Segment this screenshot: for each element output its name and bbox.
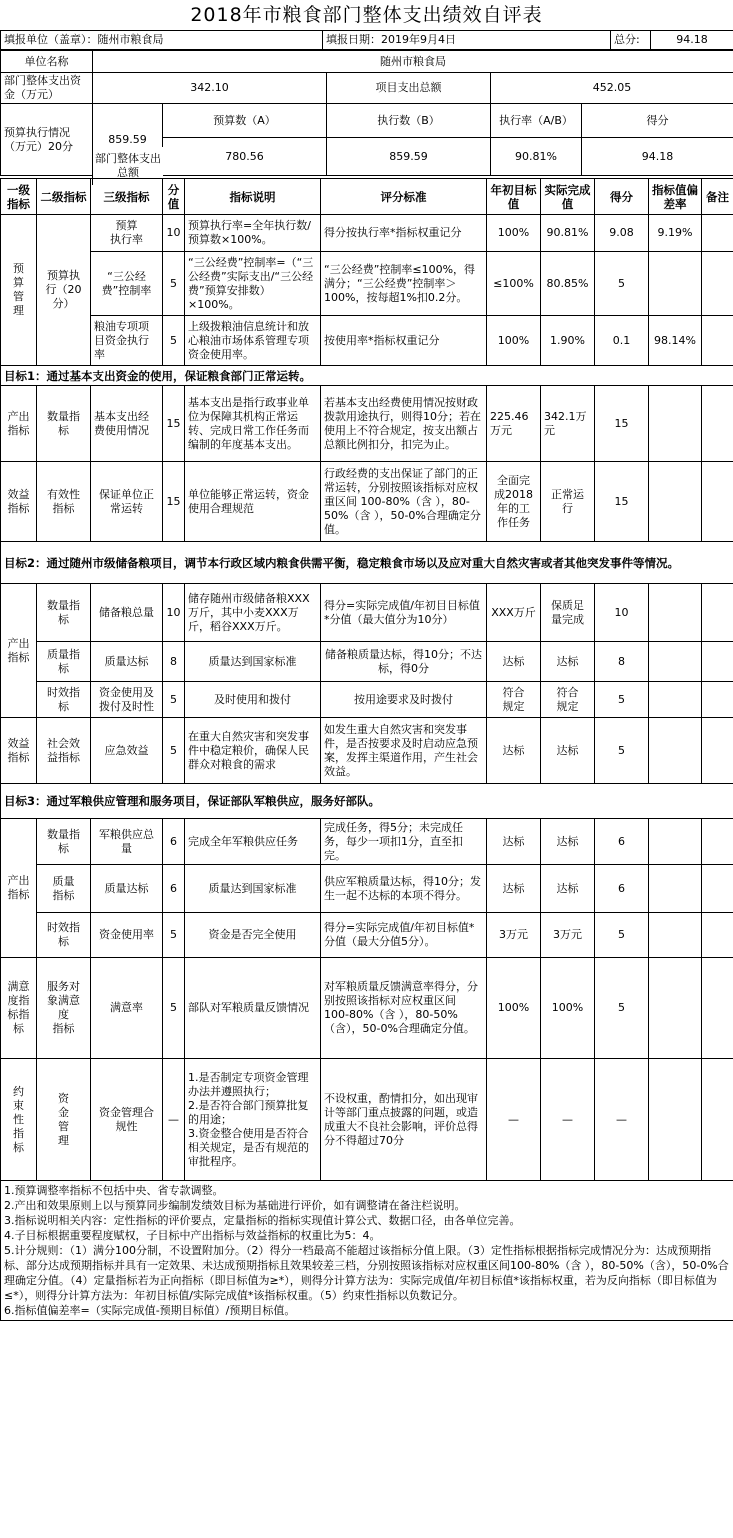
deviation-cell (649, 865, 702, 913)
standard-cell: 供应军粮质量达标，得10分；发生一起不达标的本项不得分。 (321, 865, 487, 913)
target-cell: — (487, 1059, 541, 1181)
actual-cell: 80.85% (541, 252, 595, 316)
score-cell: 15 (595, 386, 649, 462)
points-cell: 10 (163, 584, 185, 642)
lvl2-cell: 质量 指标 (37, 865, 91, 913)
exec-rate: 90.81% (491, 138, 582, 176)
lvl1-output-3: 产出 指标 (1, 819, 37, 958)
lvl1-cell: 产出 指标 (1, 386, 37, 462)
lvl3-cell: 预算 执行率 (91, 215, 163, 252)
goal1-title: 目标1：通过基本支出资金的使用，保证粮食部门正常运转。 (1, 366, 733, 386)
header-remark: 备注 (702, 179, 733, 215)
score-label: 得分 (582, 104, 733, 138)
actual-cell: 保质足 量完成 (541, 584, 595, 642)
standard-cell: 储备粮质量达标，得10分；不达标，得0分 (321, 642, 487, 682)
note-3: 3.指标说明相关内容：定性指标的评价要点，定量指标的指标实现值计算公式、数据口径，由各单位完善。 (4, 1214, 521, 1227)
deviation-cell (649, 386, 702, 462)
remark-cell (702, 819, 733, 865)
score-cell: 8 (595, 642, 649, 682)
lvl1-output: 产出 指标 (1, 584, 37, 718)
project-total-label: 项目支出总额 (327, 73, 491, 104)
lvl3-cell: 基本支出经费使用情况 (91, 386, 163, 462)
target-cell: 3万元 (487, 913, 541, 958)
remark-cell (702, 386, 733, 462)
actual-cell: 达标 (541, 819, 595, 865)
total-score-value: 94.18 (651, 31, 733, 50)
goal-row (1, 784, 733, 819)
deviation-cell (649, 913, 702, 958)
target-cell: 达标 (487, 865, 541, 913)
desc-cell: 单位能够正常运转，资金使用合理规范 (185, 462, 321, 542)
desc-cell: 预算执行率=全年执行数/预算数×100%。 (185, 215, 321, 252)
remark-cell (702, 682, 733, 718)
table-row (1, 958, 733, 1059)
score-cell: 5 (595, 682, 649, 718)
header-score: 得分 (595, 179, 649, 215)
actual-cell: 达标 (541, 718, 595, 784)
lvl2-cell: 数量指 标 (37, 819, 91, 865)
table-row (1, 215, 733, 252)
note-1: 1.预算调整率指标不包括中央、省专款调整。 (4, 1184, 224, 1197)
summary-score: 94.18 (582, 138, 733, 176)
standard-cell: 得分按执行率*指标权重记分 (321, 215, 487, 252)
points-cell: 15 (163, 462, 185, 542)
lvl3-cell: 质量达标 (91, 865, 163, 913)
lvl2-cell: 时效指 标 (37, 913, 91, 958)
budget-a-label: 预算数（A） (163, 104, 327, 138)
lvl2-cell: 社会效 益指标 (37, 718, 91, 784)
header-lvl1: 一级指标 (1, 179, 37, 215)
unit-name: 随州市粮食局 (93, 51, 733, 73)
standard-cell: 如发生重大自然灾害和突发事件，是否按要求及时启动应急预案，发挥主渠道作用，产生社会效益。 (321, 718, 487, 784)
lvl2-cell: 有效性 指标 (37, 462, 91, 542)
deviation-cell: 98.14% (649, 316, 702, 366)
points-cell: 5 (163, 718, 185, 784)
lvl3-cell: 资金使用率 (91, 913, 163, 958)
deviation-cell (649, 642, 702, 682)
actual-cell: 100% (541, 958, 595, 1059)
points-cell: 5 (163, 682, 185, 718)
standard-cell: 完成任务，得5分；未完成任务，每少一项扣1分，直至扣完。 (321, 819, 487, 865)
info-row (0, 30, 733, 50)
desc-cell: “三公经费”控制率=（“三公经费”实际支出/“三公经费”预算安排数）×100%。 (185, 252, 321, 316)
standard-cell: 行政经费的支出保证了部门的正常运转，分别按照该指标对应权重区间 100-80%（含 ），80-50%（含 ），50-0%合理确定分值。 (321, 462, 487, 542)
lvl3-cell: 保证单位正常运转 (91, 462, 163, 542)
points-cell: 5 (163, 316, 185, 366)
remark-cell (702, 718, 733, 784)
deviation-cell (649, 718, 702, 784)
remark-cell (702, 1059, 733, 1181)
score-cell: 5 (595, 958, 649, 1059)
unit-name-label: 单位名称 (1, 51, 93, 73)
lvl3-cell: 储备粮总量 (91, 584, 163, 642)
lvl2-cell: 时效指 标 (37, 682, 91, 718)
total-fund-label: 部门整体支出资金（万元） (1, 73, 93, 104)
deviation-cell (649, 584, 702, 642)
goal2-title: 目标2：通过随州市级储备粮项目，调节本行政区域内粮食供需平衡，稳定粮食市场以及应对重大自然灾害或者其他突发事件等情况。 (1, 542, 733, 584)
actual-cell: 符合 规定 (541, 682, 595, 718)
budget-exec-label: 预算执行情况（万元）20分 (1, 104, 93, 176)
score-cell: 5 (595, 718, 649, 784)
desc-cell: 质量达到国家标准 (185, 865, 321, 913)
table-row (1, 642, 733, 682)
standard-cell: 不设权重，酌情扣分，如出现审计等部门重点披露的问题，或造成重大不良社会影响，评价总得分不得超过70分 (321, 1059, 487, 1181)
fill-unit: 填报单位（盖章）：随州市粮食局 (1, 31, 323, 50)
target-cell: 达标 (487, 642, 541, 682)
lvl3-cell: 应急效益 (91, 718, 163, 784)
actual-cell: 3万元 (541, 913, 595, 958)
lvl1-benefit: 效益 指标 (1, 718, 37, 784)
desc-cell: 储存随州市级储备粮XXX万斤，其中小麦XXX万斤，稻谷XXX万斤。 (185, 584, 321, 642)
remark-cell (702, 642, 733, 682)
lvl1-cell: 满意 度指 标指 标 (1, 958, 37, 1059)
lvl3-cell: 资金使用及拨付及时性 (91, 682, 163, 718)
lvl1-cell: 约 束 性 指 标 (1, 1059, 37, 1181)
table-row (1, 682, 733, 718)
goal-row (1, 542, 733, 584)
standard-cell: 对军粮质量反馈满意率得分，分别按照该指标对应权重区间 100-80%（含 ），80-50%（含），50-0%合理确定分值。 (321, 958, 487, 1059)
score-cell: 9.08 (595, 215, 649, 252)
standard-cell: “三公经费”控制率≤100%，得满分；“三公经费”控制率＞100%，按每超1%扣0.2分。 (321, 252, 487, 316)
score-cell: 6 (595, 819, 649, 865)
total-fund: 342.10 (93, 73, 327, 104)
lvl1-cell: 效益 指标 (1, 462, 37, 542)
desc-cell: 上级拨粮油信息统计和放心粮油市场体系管理专项资金使用率。 (185, 316, 321, 366)
exec-rate-label: 执行率（A/B） (491, 104, 582, 138)
goal3-title: 目标3：通过军粮供应管理和服务项目，保证部队军粮供应，服务好部队。 (1, 784, 733, 819)
desc-cell: 基本支出是指行政事业单位为保障其机构正常运转、完成日常工作任务而编制的年度基本支出。 (185, 386, 321, 462)
notes-block (1, 1181, 733, 1321)
score-cell: — (595, 1059, 649, 1181)
lvl2-budget: 预算执 行（20 分） (37, 215, 91, 366)
score-cell: 5 (595, 913, 649, 958)
lvl3-cell: 资金管理合规性 (91, 1059, 163, 1181)
budget-exec-value: 859.59 (93, 104, 163, 176)
table-row (1, 462, 733, 542)
remark-cell (702, 913, 733, 958)
score-cell: 0.1 (595, 316, 649, 366)
actual-cell: 1.90% (541, 316, 595, 366)
points-cell: 10 (163, 215, 185, 252)
points-cell: 5 (163, 913, 185, 958)
lvl2-cell: 数量指 标 (37, 584, 91, 642)
page-title: 2018年市粮食部门整体支出绩效自评表 (190, 4, 543, 26)
desc-cell: 部队对军粮质量反馈情况 (185, 958, 321, 1059)
lvl2-cell: 资 金 管 理 (37, 1059, 91, 1181)
table-row (1, 386, 733, 462)
note-4: 4.子目标根据重要程度赋权，子目标中产出指标与效益指标的权重比为5：4。 (4, 1229, 381, 1242)
remark-cell (702, 865, 733, 913)
lvl3-cell: “三公经费”控制率 (91, 252, 163, 316)
table-row (1, 718, 733, 784)
target-cell: 100% (487, 958, 541, 1059)
points-cell: — (163, 1059, 185, 1181)
actual-cell: 正常运 行 (541, 462, 595, 542)
remark-cell (702, 584, 733, 642)
deviation-cell (649, 462, 702, 542)
desc-cell: 1.是否制定专项资金管理办法并遵照执行； 2.是否符合部门预算批复的用途； 3.资金整合使用是否符合相关规定，是否有规范的审批程序。 (185, 1059, 321, 1181)
exec-b: 859.59 (327, 138, 491, 176)
lvl2-cell: 服务对 象满意 度 指标 (37, 958, 91, 1059)
fill-date: 填报日期：2019年9月4日 (323, 31, 611, 50)
desc-cell: 完成全年军粮供应任务 (185, 819, 321, 865)
header-lvl3: 三级指标 (91, 179, 163, 215)
project-total: 452.05 (491, 73, 733, 104)
header-target: 年初目标值 (487, 179, 541, 215)
header-deviation: 指标值偏差率 (649, 179, 702, 215)
budget-a: 780.56 (163, 138, 327, 176)
lvl3-cell: 满意率 (91, 958, 163, 1059)
deviation-cell (649, 252, 702, 316)
target-cell: 100% (487, 215, 541, 252)
target-cell: 达标 (487, 819, 541, 865)
lvl3-cell: 粮油专项项目资金执行率 (91, 316, 163, 366)
table-row (1, 1059, 733, 1181)
actual-cell: 达标 (541, 865, 595, 913)
target-cell: 225.46 万元 (487, 386, 541, 462)
lvl3-cell: 质量达标 (91, 642, 163, 682)
total-score-label: 总分: (611, 31, 651, 50)
target-cell: 100% (487, 316, 541, 366)
note-5: 5.计分规则：（1）满分100分制，不设置附加分。（2）得分一档最高不能超过该指标分值上限。（3）定性指标根据指标完成情况分为：达成预期指标、部分达成预期指标并具有一定效果、未达成预期指标且效果较差三档，分别按照该指标对应权重区间100-80%（含 ），80-50%（含），50-0%合理确定分值。（4）定量指标若为正向指标（即目标值为≥*），则得分计算方法为：实际完成值/年初目标值*该指标权重，若为反向指标（即目标值为≤*），则得分计算方法为：年初目标值/实际完成值*该指标权重。（5）约束性指标以负数记分。 (4, 1244, 729, 1302)
table-row (1, 252, 733, 316)
remark-cell (702, 958, 733, 1059)
target-cell: XXX万斤 (487, 584, 541, 642)
lvl3-cell: 军粮供应总量 (91, 819, 163, 865)
score-cell: 6 (595, 865, 649, 913)
lvl2-cell: 数量指 标 (37, 386, 91, 462)
standard-cell: 若基本支出经费使用情况按财政拨款用途执行，则得10分；若在使用上不符合规定，按支出额占总额比例扣分，扣完为止。 (321, 386, 487, 462)
header-standard: 评分标准 (321, 179, 487, 215)
deviation-cell (649, 958, 702, 1059)
desc-cell: 在重大自然灾害和突发事件中稳定粮价，确保人民群众对粮食的需求 (185, 718, 321, 784)
deviation-cell: 9.19% (649, 215, 702, 252)
points-cell: 6 (163, 865, 185, 913)
standard-cell: 得分=实际完成值/年初目标值*分值（最大分值5分）。 (321, 913, 487, 958)
table-row (1, 913, 733, 958)
actual-cell: 达标 (541, 642, 595, 682)
points-cell: 5 (163, 958, 185, 1059)
notes-row (1, 1181, 733, 1321)
standard-cell: 按使用率*指标权重记分 (321, 316, 487, 366)
score-cell: 10 (595, 584, 649, 642)
table-row (1, 819, 733, 865)
table-row (1, 584, 733, 642)
points-cell: 6 (163, 819, 185, 865)
standard-cell: 得分=实际完成值/年初目目标值*分值（最大值分为10分） (321, 584, 487, 642)
header-actual: 实际完成值 (541, 179, 595, 215)
actual-cell: 90.81% (541, 215, 595, 252)
target-cell: 全面完 成2018 年的工 作任务 (487, 462, 541, 542)
standard-cell: 按用途要求及时拨付 (321, 682, 487, 718)
deviation-cell (649, 1059, 702, 1181)
target-cell: 符合 规定 (487, 682, 541, 718)
actual-cell: 342.1万 元 (541, 386, 595, 462)
deviation-cell (649, 819, 702, 865)
exec-b-label: 执行数（B） (327, 104, 491, 138)
table-row (1, 316, 733, 366)
score-cell: 5 (595, 252, 649, 316)
indicator-table (0, 178, 733, 1321)
note-6: 6.指标值偏差率=（实际完成值-预期目标值）/预期目标值。 (4, 1304, 296, 1317)
dept-total-label: 部门整体支出总额 (92, 147, 163, 185)
header-points: 分值 (163, 179, 185, 215)
header-lvl2: 二级指标 (37, 179, 91, 215)
deviation-cell (649, 682, 702, 718)
header-row (1, 179, 733, 215)
lvl1-budget: 预 算 管 理 (1, 215, 37, 366)
score-cell: 15 (595, 462, 649, 542)
lvl2-cell: 质量指 标 (37, 642, 91, 682)
remark-cell (702, 252, 733, 316)
target-cell: 达标 (487, 718, 541, 784)
table-row (1, 865, 733, 913)
desc-cell: 资金是否完全使用 (185, 913, 321, 958)
target-cell: ≤100% (487, 252, 541, 316)
points-cell: 15 (163, 386, 185, 462)
desc-cell: 质量达到国家标准 (185, 642, 321, 682)
actual-cell: — (541, 1059, 595, 1181)
remark-cell (702, 215, 733, 252)
points-cell: 5 (163, 252, 185, 316)
remark-cell (702, 462, 733, 542)
header-desc: 指标说明 (185, 179, 321, 215)
note-2: 2.产出和效果原则上以与预算同步编制发绩效目标为基础进行评价，如有调整请在备注栏说明。 (4, 1199, 466, 1212)
desc-cell: 及时使用和拨付 (185, 682, 321, 718)
remark-cell (702, 316, 733, 366)
points-cell: 8 (163, 642, 185, 682)
goal-row (1, 366, 733, 386)
